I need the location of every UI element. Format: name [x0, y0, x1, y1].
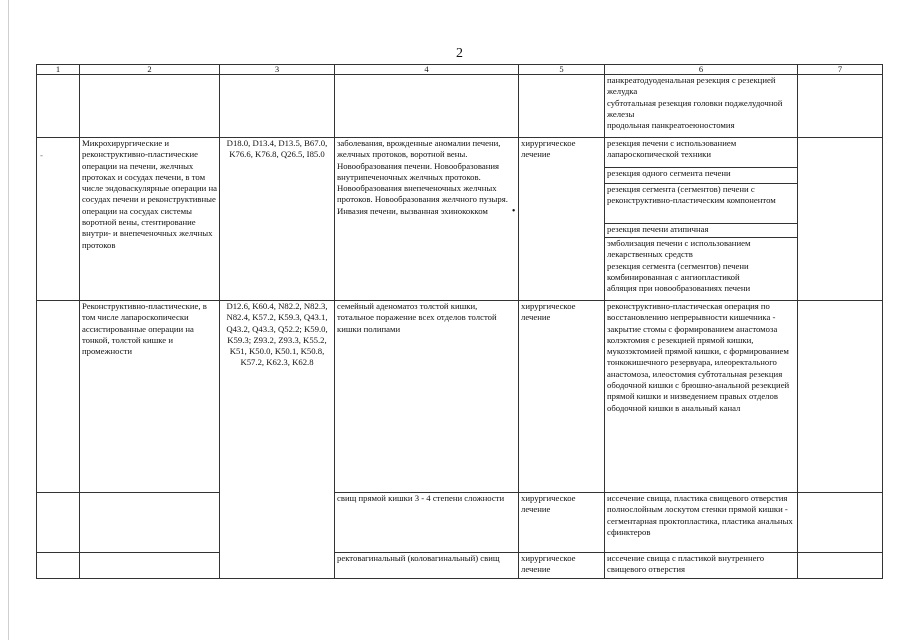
method: резекция сегмента (сегментов) печени с реконструктивно-пластическим компонентом — [605, 184, 798, 224]
table-cell — [798, 75, 883, 138]
treatment-type: хирургическое лечение — [519, 301, 605, 493]
table-cell — [220, 553, 335, 579]
table-cell — [37, 301, 80, 493]
col-header: 1 — [37, 65, 80, 75]
medical-care-table — [36, 64, 883, 579]
col-header: 2 — [80, 65, 220, 75]
table-cell — [519, 75, 605, 138]
col-header: 3 — [220, 65, 335, 75]
table-cell — [37, 75, 80, 138]
method: эмболизация печени с использованием лекарственных средств резекция сегмента (сегментов) печени комбинированная с ангиопластикой абляция при новообразованиях печени — [605, 238, 798, 301]
table-cell — [798, 553, 883, 579]
margin-mark: - — [40, 150, 43, 160]
intro-methods: панкреатодуоденальная резекция с резекцией желудка субтотальная резекция головки поджелудочной железы продольная панкреатоеюностомия — [605, 75, 798, 138]
method: резекция одного сегмента печени — [605, 168, 798, 184]
diagnosis: свищ прямой кишки 3 - 4 степени сложности — [335, 493, 519, 553]
icd-codes: D18.0, D13.4, D13.5, B67.0, K76.6, K76.8, Q26.5, I85.0 — [220, 138, 335, 301]
table-cell — [798, 301, 883, 493]
treatment-type: хирургическое лечение — [519, 493, 605, 553]
table-row — [37, 553, 883, 579]
table-row — [37, 301, 883, 493]
table-cell — [80, 553, 220, 579]
icd-codes: D12.6, K60.4, N82.2, N82.3, N82.4, K57.2, K59.3, Q43.1, Q43.2, Q43.3, Q52.2; K59.0, K59.3; Z93.2, Z93.3, K55.2, K51, K50.0, K50.1, K50.8, K57.2, K62.3, K62.8 — [220, 301, 335, 493]
table-row — [37, 138, 883, 168]
table-cell — [220, 493, 335, 553]
col-header: 6 — [605, 65, 798, 75]
table-row — [37, 493, 883, 553]
table-cell — [335, 75, 519, 138]
method: реконструктивно-пластическая операция по восстановлению непрерывности кишечника - закрытие стомы с формированием анастомоза колэктомия с резекцией прямой кишки, мукозэктомией прямой кишки, с формированием тонкокишечного резервуара, илеоректального анастомоза, илеостомия субтотальная резекция ободочной кишки с брюшно-анальной резекцией прямой кишки и низведением правых отделов ободочной кишки в анальный канал — [605, 301, 798, 493]
group-name: Реконструктивно-пластические, в том числе лапароскопически ассистированные операции на тонкой, толстой кишке и промежности — [80, 301, 220, 493]
table-cell — [798, 138, 883, 301]
method: резекция печени с использованием лапароскопической техники — [605, 138, 798, 168]
col-header: 4 — [335, 65, 519, 75]
diagnosis: семейный аденоматоз толстой кишки, тотальное поражение всех отделов толстой кишки полипами — [335, 301, 519, 493]
page-edge-line — [8, 0, 9, 640]
table-cell — [80, 75, 220, 138]
diagnosis: заболевания, врожденные аномалии печени, желчных протоков, воротной вены. Новообразования печени. Новообразования внутрипеченочных желчных протоков. Новообразования внепеченочных желчных протоков. Новообразования желчного пузыря. Инвазия печени, вызванная эхинококком • — [335, 138, 519, 301]
method: иссечение свища, пластика свищевого отверстия полнослойным лоскутом стенки прямой кишки - сегментарная проктопластика, пластика анальных сфинктеров — [605, 493, 798, 553]
stray-dot: • — [511, 205, 516, 217]
table-cell — [37, 138, 80, 301]
col-header: 7 — [798, 65, 883, 75]
treatment-type: хирургическое лечение — [519, 553, 605, 579]
table-cell — [37, 493, 80, 553]
column-number-row — [37, 65, 883, 75]
group-name: Микрохирургические и реконструктивно-пластические операции на печени, желчных протоках и сосудах печени, в том числе эндоваскулярные операции на сосудах печени и реконструктивные операции на сосудах системы воротной вены, стентирование внутри- и внепеченочных желчных протоков — [80, 138, 220, 301]
col-header: 5 — [519, 65, 605, 75]
page-number: 2 — [456, 46, 463, 61]
method: иссечение свища с пластикой внутреннего свищевого отверстия — [605, 553, 798, 579]
method: резекция печени атипичная — [605, 224, 798, 238]
table-cell — [220, 75, 335, 138]
table-cell — [798, 493, 883, 553]
table-cell — [37, 553, 80, 579]
diagnosis: ректовагинальный (коловагинальный) свищ — [335, 553, 519, 579]
treatment-type: хирургическое лечение — [519, 138, 605, 301]
table-row — [37, 75, 883, 138]
table-cell — [80, 493, 220, 553]
